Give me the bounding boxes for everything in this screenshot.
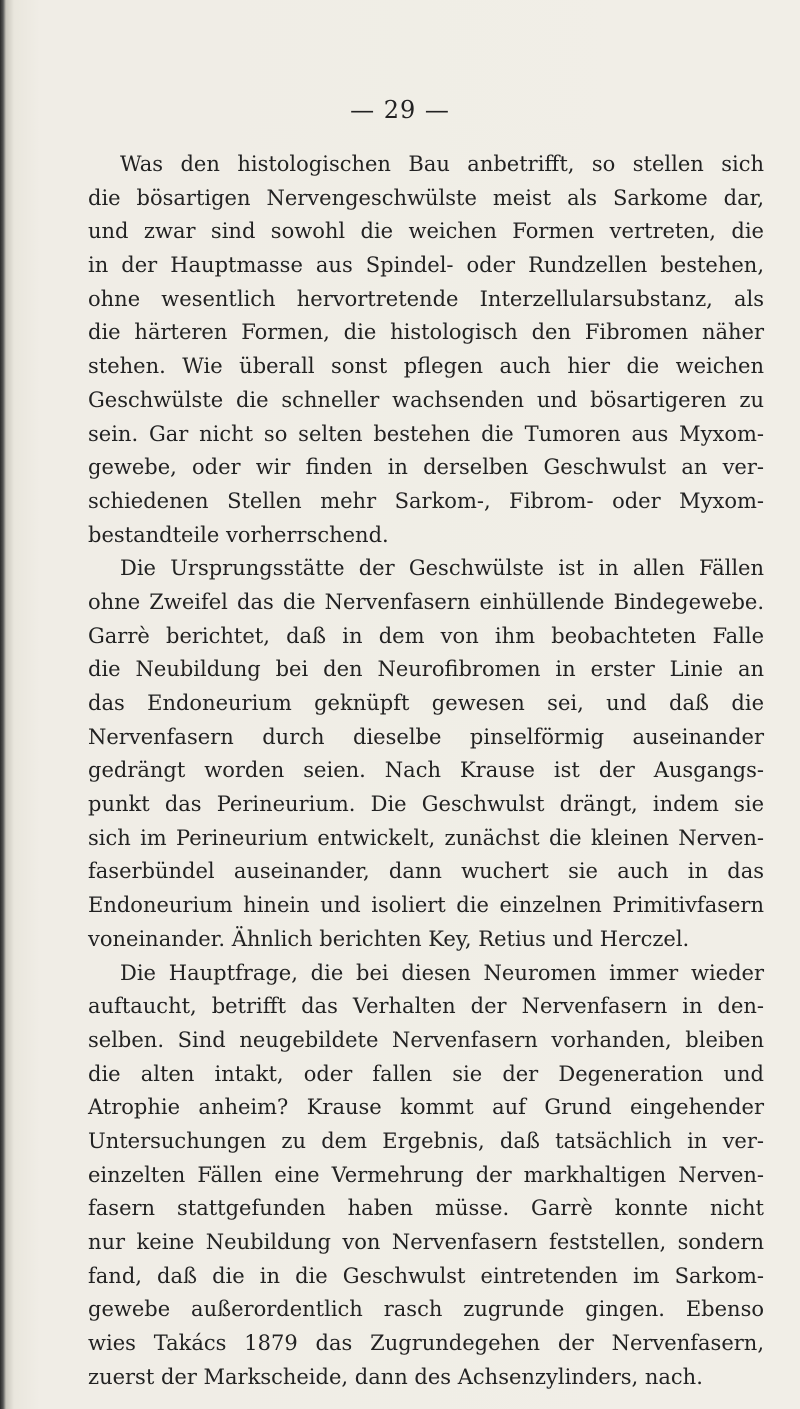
text-line: Untersuchungen zu dem Ergebnis, daß tatsächlich in ver- [88, 1128, 764, 1153]
text-line: das Endoneurium geknüpft gewesen sei, und daß die [88, 691, 764, 715]
text-line: gewebe, oder wir finden in derselben Geschwulst an ver- [88, 455, 764, 480]
text-line: fasern stattgefunden haben müsse. Garrè konnte nicht [88, 1196, 764, 1221]
text-line: bestandteile vorherrschend. [88, 522, 389, 547]
text-line: ohne Zweifel das die Nervenfasern einhüllende Bindegewebe. [88, 589, 764, 614]
text-line: in der Hauptmasse aus Spindel- oder Rundzellen bestehen, [88, 253, 764, 278]
text-line: Endoneurium hinein und isoliert die einzelnen Primitivfasern [88, 893, 764, 918]
text-line: selben. Sind neugebildete Nervenfasern vorhanden, bleiben [88, 1027, 764, 1052]
text-line: Die Ursprungsstätte der Geschwülste ist in allen Fällen [120, 556, 764, 581]
text-line: Geschwülste die schneller wachsenden und bösartigeren zu [88, 387, 764, 412]
text-line: Die Hauptfrage, die bei diesen Neuromen immer wieder [120, 960, 764, 985]
text-line: zuerst der Markscheide, dann des Achsenzylinders, nach. [88, 1364, 703, 1389]
text-line: die alten intakt, oder fallen sie der Degeneration und [88, 1061, 764, 1086]
text-line: Nervenfasern durch dieselbe pinselförmig auseinander [88, 724, 764, 749]
text-line: Atrophie anheim? Krause kommt auf Grund eingehender [88, 1095, 764, 1120]
text-line: gedrängt worden seien. Nach Krause ist der Ausgangs- [88, 758, 764, 783]
text-line: Garrè berichtet, daß in dem von ihm beobachteten Falle [88, 623, 764, 648]
text-line: fand, daß die in die Geschwulst eintretenden im Sarkom- [88, 1263, 764, 1288]
text-line: gewebe außerordentlich rasch zugrunde gingen. Ebenso [88, 1297, 764, 1322]
text-line: schiedenen Stellen mehr Sarkom-, Fibrom- oder Myxom- [88, 488, 764, 513]
text-line: und zwar sind sowohl die weichen Formen vertreten, die [88, 219, 764, 244]
text-line: sein. Gar nicht so selten bestehen die Tumoren aus Myxom- [88, 421, 764, 446]
text-line: auftaucht, betrifft das Verhalten der Nervenfasern in den- [88, 994, 764, 1019]
text-line: nur keine Neubildung von Nervenfasern feststellen, sondern [88, 1230, 764, 1254]
text-line: die bösartigen Nervengeschwülste meist als Sarkome dar, [88, 185, 764, 210]
text-line: ohne wesentlich hervortretende Interzellularsubstanz, als [88, 286, 764, 311]
text-line: sich im Perineurium entwickelt, zunächst die kleinen Nerven- [88, 825, 764, 850]
text-line: die Neubildung bei den Neurofibromen in erster Linie an [88, 657, 764, 682]
page-number: — 29 — [350, 96, 450, 124]
text-line: die härteren Formen, die histologisch den Fibromen näher [88, 320, 764, 345]
text-line: faserbündel auseinander, dann wuchert sie auch in das [88, 859, 764, 884]
text-line: voneinander. Ähnlich berichten Key, Retius und Herczel. [88, 926, 690, 951]
text-line: Was den histologischen Bau anbetrifft, so stellen sich [120, 152, 764, 176]
text-line: punkt das Perineurium. Die Geschwulst drängt, indem sie [88, 792, 764, 817]
text-line: stehen. Wie überall sonst pflegen auch hier die weichen [88, 354, 764, 379]
text-line: einzelten Fällen eine Vermehrung der markhaltigen Nerven- [88, 1162, 764, 1187]
text-line: wies Takács 1879 das Zugrundegehen der Nervenfasern, [88, 1331, 764, 1356]
body-text [88, 148, 764, 1394]
